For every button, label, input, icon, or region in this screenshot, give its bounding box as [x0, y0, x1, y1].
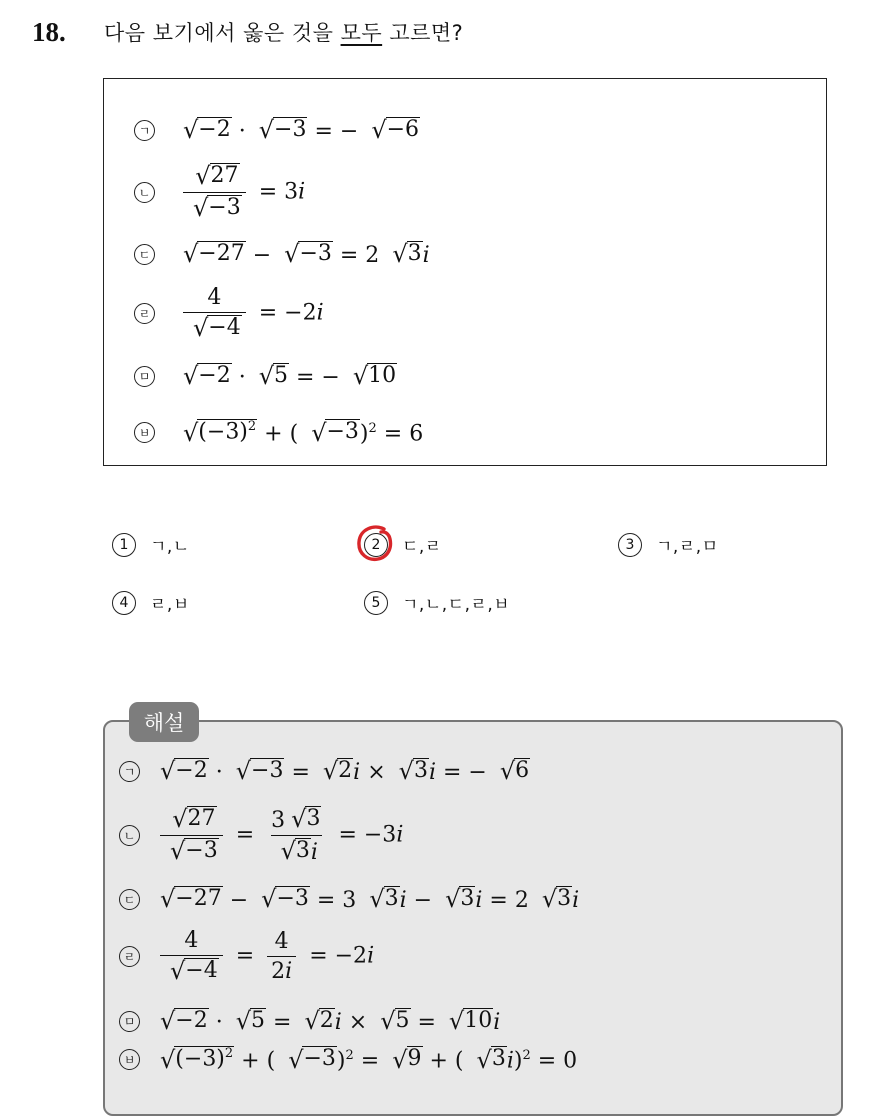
choice-3[interactable]: [618, 532, 719, 557]
question-header: [32, 10, 463, 54]
marker-rieul: ㄹ: [134, 303, 155, 324]
choice-number: 1: [112, 533, 136, 557]
bogi-box: [103, 78, 827, 466]
explanation-box: [103, 720, 843, 1116]
expression: 4 √ −4 = $\frac{4}{2i}$ = −2i: [154, 928, 374, 985]
expression: 4 √ −4 = −2i: [177, 285, 324, 342]
emphasis: 모두: [340, 21, 383, 45]
choice-value: ㄹ,ㅂ: [150, 595, 190, 615]
explanation-item-3: [119, 886, 579, 913]
choice-number: 5: [364, 591, 388, 615]
choice-number: 3: [618, 533, 642, 557]
bogi-item-2: [134, 163, 305, 222]
expression: √ 27 √ −3 = 3i: [177, 163, 305, 222]
expression: √ −2 · √ 5 = √ 2 i × √ 5 = √ 10 i: [160, 1007, 501, 1036]
explanation-item-5: [119, 1008, 500, 1035]
bogi-item-1: [134, 117, 420, 144]
marker-nieun: ㄴ: [119, 825, 140, 846]
choice-number: 4: [112, 591, 136, 615]
expression: √ −27 − √ −3 = 2 √ 3 i: [183, 240, 430, 269]
marker-bieup: ㅂ: [119, 1049, 140, 1070]
explanation-item-2: [119, 806, 403, 865]
marker-mieum: ㅁ: [134, 366, 155, 387]
expression: √ −2 · √ −3 = − √ −6: [183, 116, 420, 145]
bogi-item-3: [134, 241, 430, 268]
explanation-label: 해설: [129, 702, 199, 742]
explanation-item-4: [119, 928, 374, 985]
choice-value: ㄱ,ㄴ: [150, 537, 190, 557]
question-text: 다음 보기에서 옳은 것을 모두 고르면?: [104, 21, 464, 45]
question-number: 18.: [32, 16, 66, 47]
expression: √ −2 · √ 5 = − √ 10: [183, 362, 397, 391]
bogi-item-4: [134, 285, 324, 342]
choice-4[interactable]: [112, 590, 190, 615]
answer-circle-mark: [354, 523, 396, 565]
expression: √ −27 − √ −3 = 3 √ 3 i − √ 3 i = 2 √ 3 i: [160, 885, 580, 914]
marker-digeut: ㄷ: [134, 244, 155, 265]
expression: √ $(-3)^2$ + ( √ −3 )$^2$ = √ 9 + ( √ 3 i)$^2$ = 0: [160, 1045, 578, 1074]
choice-value: ㄱ,ㄴ,ㄷ,ㄹ,ㅂ: [402, 595, 511, 615]
marker-rieul: ㄹ: [119, 946, 140, 967]
bogi-item-5: [134, 363, 397, 390]
expression: √ −2 · √ −3 = √ 2 i × √ 3 i = − √ 6: [160, 757, 530, 786]
marker-giyeok: ㄱ: [134, 120, 155, 141]
choice-5[interactable]: [364, 590, 510, 615]
expression: √ $(-3)^2$ + ( √ −3 )$^2$ = 6: [183, 418, 424, 447]
marker-nieun: ㄴ: [134, 182, 155, 203]
bogi-item-6: [134, 419, 423, 447]
marker-bieup: ㅂ: [134, 422, 155, 443]
marker-digeut: ㄷ: [119, 889, 140, 910]
explanation-item-1: [119, 758, 530, 785]
choice-number: 2: [364, 533, 388, 557]
marker-giyeok: ㄱ: [119, 761, 140, 782]
explanation-item-6: [119, 1046, 577, 1074]
choice-value: ㄷ,ㄹ: [402, 537, 442, 557]
marker-mieum: ㅁ: [119, 1011, 140, 1032]
choice-value: ㄱ,ㄹ,ㅁ: [656, 537, 719, 557]
choice-1[interactable]: [112, 532, 190, 557]
expression: √ 27 √ −3 = 3 √ 3 √ 3 i = −3i: [154, 806, 403, 865]
